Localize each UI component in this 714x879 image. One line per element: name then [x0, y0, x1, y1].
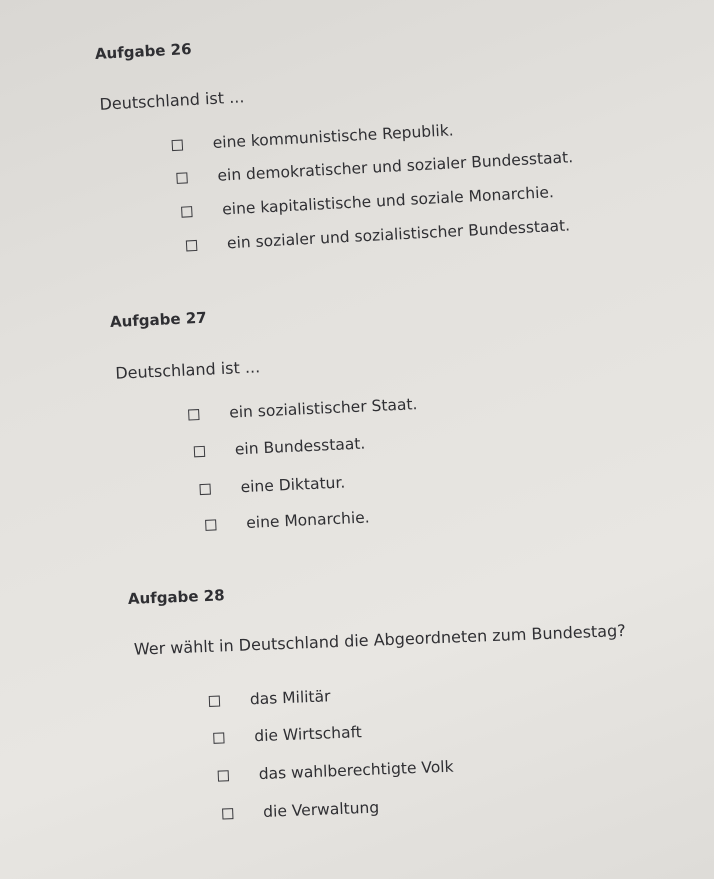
answer-option[interactable]: [194, 435, 366, 461]
answer-label: eine Diktatur.: [240, 473, 346, 497]
answer-checkbox[interactable]: [218, 770, 229, 781]
answer-label: ein demokratischer und sozialer Bundesstaat.: [217, 148, 574, 185]
answer-option[interactable]: [188, 395, 418, 423]
answer-checkbox[interactable]: [172, 139, 184, 151]
answer-label: ein sozialistischer Staat.: [228, 395, 418, 422]
task-question: Wer wählt in Deutschland die Abgeordneten zum Bundestag?: [133, 620, 627, 659]
answer-checkbox[interactable]: [181, 206, 193, 218]
answer-option[interactable]: [186, 216, 571, 254]
answer-label: ein Bundesstaat.: [234, 434, 366, 459]
answer-checkbox[interactable]: [199, 483, 210, 494]
answer-option[interactable]: [199, 474, 345, 499]
answer-option[interactable]: [171, 121, 454, 154]
answer-label: eine Monarchie.: [245, 508, 371, 533]
answer-checkbox[interactable]: [188, 409, 199, 420]
answer-option[interactable]: [181, 183, 554, 220]
answer-checkbox[interactable]: [222, 808, 233, 819]
answer-checkbox[interactable]: [213, 732, 224, 743]
answer-option[interactable]: [176, 148, 573, 187]
answer-option[interactable]: [217, 758, 453, 785]
answer-option[interactable]: [213, 723, 362, 747]
answer-option[interactable]: [209, 687, 331, 710]
answer-checkbox[interactable]: [209, 695, 220, 706]
task-question: Deutschland ist ...: [99, 87, 245, 114]
answer-label: die Verwaltung: [262, 798, 380, 821]
task-title: Aufgabe 28: [127, 586, 225, 608]
answer-label: ein sozialer und sozialistischer Bundesstaat.: [226, 216, 571, 253]
answer-option[interactable]: [222, 799, 380, 823]
answer-label: die Wirtschaft: [253, 723, 363, 746]
answer-label: eine kapitalistische und soziale Monarchie.: [221, 183, 555, 219]
answer-label: das Militär: [249, 687, 331, 709]
answer-label: eine kommunistische Republik.: [212, 121, 455, 152]
answer-checkbox[interactable]: [186, 239, 198, 251]
answer-checkbox[interactable]: [194, 445, 205, 456]
answer-option[interactable]: [205, 508, 370, 533]
task-question: Deutschland ist ...: [114, 357, 261, 383]
task-title: Aufgabe 26: [94, 39, 192, 63]
task-title: Aufgabe 27: [109, 308, 207, 331]
answer-label: das wahlberechtigte Volk: [258, 757, 454, 784]
answer-checkbox[interactable]: [205, 519, 216, 530]
answer-checkbox[interactable]: [176, 172, 188, 184]
